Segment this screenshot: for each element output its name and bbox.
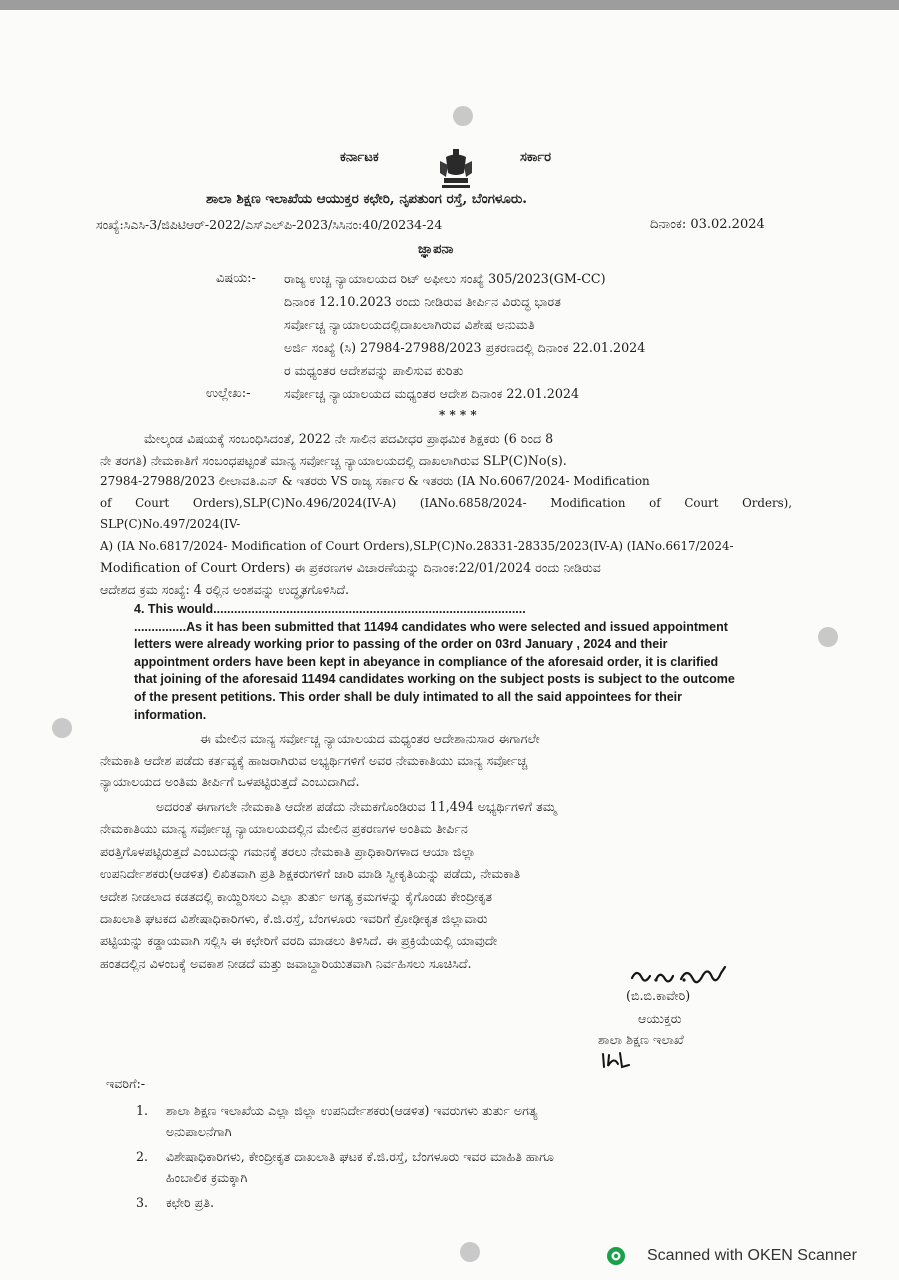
notice-title: ಜ್ಞಾಪನಾ <box>418 242 454 257</box>
recipients-label: ಇವರಿಗೆ:- <box>106 1076 146 1091</box>
header-right-word: ಸರ್ಕಾರ <box>520 150 551 165</box>
subject-line-4: ಅರ್ಜಿ ಸಂಖ್ಯೆ (ಸಿ) 27984-27988/2023 ಪ್ರಕರಣದಲ್ಲಿ ದಿನಾಂಕ 22.01.2024 <box>284 340 646 355</box>
recipient-text: ವಿಶೇಷಾಧಿಕಾರಿಗಳು, ಕೇಂದ್ರೀಕೃತ ದಾಖಲಾತಿ ಘಟಕ ಕೆ.ಜಿ.ರಸ್ತೆ, ಬೆಂಗಳೂರು ಇವರ ಮಾಹಿತಿ ಹಾಗೂ <box>166 1149 554 1164</box>
quote-line: 4. This would.......................................................................................... <box>134 602 526 616</box>
subject-line-3: ಸರ್ವೋಚ್ಚ ನ್ಯಾಯಾಲಯದಲ್ಲಿದಾಖಲಾಗಿರುವ ವಿಶೇಷ ಅನುಮತಿ <box>284 317 535 332</box>
para2-line: ನೇಮಕಾತಿ ಆದೇಶ ಪಡೆದು ಕರ್ತವ್ಯಕ್ಕೆ ಹಾಜರಾಗಿರುವ ಅಭ್ಯರ್ಥಿಗಳಿಗೆ ಅವರ ನೇಮಕಾತಿಯು ಮಾನ್ಯ ಸರ್ವೋಚ್ಚ <box>100 752 528 768</box>
court-order-quote <box>134 601 764 724</box>
quote-line: that joining of the aforesaid 11494 candidates working on the subject posts is subject to the outcome <box>134 672 735 687</box>
recipient-number: 3. <box>136 1195 149 1210</box>
header-left-word: ಕರ್ನಾಟಕ <box>340 150 379 165</box>
punch-hole-top <box>453 106 473 126</box>
separator-stars: * * * * <box>439 408 477 422</box>
signatory-designation: ಆಯುಕ್ತರು <box>638 1011 682 1026</box>
para1-line: ಆದೇಶದ ಕ್ರಮ ಸಂಖ್ಯೆ: 4 ರಲ್ಲಿನ ಅಂಶವನ್ನು ಉದ್ಧೃತಗೊಳಿಸಿದೆ. <box>100 581 350 597</box>
para3-line: ನೇಮಕಾತಿಯು ಮಾನ್ಯ ಸರ್ವೋಚ್ಚ ನ್ಯಾಯಾಲಯದಲ್ಲಿನ ಮೇಲಿನ ಪ್ರಕರಣಗಳ ಅಂತಿಮ ತೀರ್ಪಿನ <box>100 821 468 837</box>
reference-number: ಸಂಖ್ಯೆ:ಸಿಎಸಿ-3/ಜಿಪಿಟಿಆರ್-2022/ಎಸ್ಎಲ್‌ಪಿ-2023/ಸಿಸಿನಂ:40/20234-24 <box>96 217 443 232</box>
para3-line: ಪರತ್ತಿಗೊಳಪಟ್ಟಿರುತ್ತದೆ ಎಂಬುದನ್ನು ಗಮನಕ್ಕೆ ತರಲು ನೇಮಕಾತಿ ಪ್ರಾಧಿಕಾರಿಗಳಾದ ಆಯಾ ಜಿಲ್ಲಾ <box>100 843 476 859</box>
para1-line: 27984-27988/2023 ಲೀಲಾವತಿ.ಎನ್ & ಇತರರು VS ರಾಜ್ಯ ಸರ್ಕಾರ & ಇತರರು (IA No.6067/2024- Modification <box>100 474 650 488</box>
signature-scribble <box>628 962 743 988</box>
scanner-watermark <box>606 1244 857 1268</box>
body-paragraph-3 <box>100 796 792 975</box>
subject-line-2: ದಿನಾಂಕ 12.10.2023 ರಂದು ನೀಡಿರುವ ತೀರ್ಪಿನ ವಿರುದ್ಧ ಭಾರತ <box>284 294 561 309</box>
para3-line: ಹಂತದಲ್ಲಿನ ವಿಳಂಬಕ್ಕೆ ಅವಕಾಶ ನೀಡದೆ ಮತ್ತು ಜವಾಬ್ದಾರಿಯುತವಾಗಿ ನಿರ್ವಹಿಸಲು ಸೂಚಿಸಿದೆ. <box>100 955 472 971</box>
scan-top-edge <box>0 0 899 10</box>
para3-line: ಪಟ್ಟಿಯನ್ನು ಕಡ್ಡಾಯವಾಗಿ ಸಲ್ಲಿಸಿ ಈ ಕಛೇರಿಗೆ ವರದಿ ಮಾಡಲು ತಿಳಿಸಿದೆ. ಈ ಪ್ರಕ್ರಿಯೆಯಲ್ಲಿ ಯಾವುದೇ <box>100 933 498 949</box>
recipients-list <box>136 1100 796 1213</box>
signatory-department: ಶಾಲಾ ಶಿಕ್ಷಣ ಇಲಾಖೆ <box>598 1032 684 1047</box>
body-paragraph-2 <box>100 728 792 793</box>
quote-line: of the present petitions. This order shall be duly intimated to all the said appointees for their <box>134 689 682 704</box>
para3-line: ಆದೇಶ ನೀಡಲಾದ ಕಡತದಲ್ಲಿ ಕಾಯ್ದಿರಿಸಲು ಎಲ್ಲಾ ತುರ್ತು ಅಗತ್ಯ ಕ್ರಮಗಳನ್ನು ಕೈಗೊಂಡು ಕೇಂದ್ರೀಕೃತ <box>100 888 493 904</box>
para2-line: ಈ ಮೇಲಿನ ಮಾನ್ಯ ಸರ್ವೋಚ್ಚ ನ್ಯಾಯಾಲಯದ ಮಧ್ಯಂತರ ಆದೇಶಾನುಸಾರ ಈಗಾಗಲೇ <box>200 731 540 746</box>
para1-line: A) (IA No.6817/2024- Modification of Court Orders),SLP(C)No.28331-28335/2023(IV-A) (IANo.6617/2024- <box>100 538 734 553</box>
recipient-item <box>136 1146 796 1188</box>
reference-label: ಉಲ್ಲೇಖ:- <box>206 386 251 401</box>
punch-hole-left <box>52 718 72 738</box>
quote-line: letters were already working prior to passing of the order on 03rd January , 2024 and their <box>134 637 668 652</box>
recipient-item <box>136 1100 796 1142</box>
quote-line: information. <box>134 707 207 722</box>
signatory-name: (ಬಿ.ಬಿ.ಕಾವೇರಿ) <box>626 988 691 1003</box>
para1-line: Modification of Court Orders) ಈ ಪ್ರಕರಣಗಳ ವಿಚಾರಣೆಯನ್ನು ದಿನಾಂಕ:22/01/2024 ರಂದು ನೀಡಿರುವ <box>100 560 601 575</box>
subject-line-5: ರ ಮಧ್ಯಂತರ ಆದೇಶವನ್ನು ಪಾಲಿಸುವ ಕುರಿತು <box>284 363 464 378</box>
state-emblem-icon <box>436 147 476 193</box>
quote-line: ...............As it has been submitted that 11494 candidates who were selected and issued appointment <box>134 619 728 634</box>
para1-line: ಮೇಲ್ಕಂಡ ವಿಷಯಕ್ಕೆ ಸಂಬಂಧಿಸಿದಂತೆ, 2022 ನೇ ಸಾಲಿನ ಪದವೀಧರ ಪ್ರಾಥಮಿಕ ಶಿಕ್ಷಕರು (6 ರಿಂದ 8 <box>144 431 554 446</box>
quote-line: appointment orders have been kept in abeyance in compliance of the aforesaid order, it is clarified <box>134 654 719 669</box>
para1-line: of Court Orders),SLP(C)No.496/2024(IV-A) (IANo.6858/2024- Modification of Court Orders), SLP(C)No.497/2024(IV- <box>100 495 792 531</box>
para3-line: ದಾಖಲಾತಿ ಘಟಕದ ವಿಶೇಷಾಧಿಕಾರಿಗಳು, ಕೆ.ಜಿ.ರಸ್ತೆ, ಬೆಂಗಳೂರು ಇವರಿಗೆ ಕ್ರೋಢೀಕೃತ ಜಿಲ್ಲಾವಾರು <box>100 911 488 927</box>
recipient-text: ಅನುಪಾಲನೆಗಾಗಿ <box>166 1124 232 1139</box>
para3-line: ಅದರಂತೆ ಈಗಾಗಲೇ ನೇಮಕಾತಿ ಆದೇಶ ಪಡೆದು ನೇಮಕಗೊಂಡಿರುವ 11,494 ಅಭ್ಯರ್ಥಿಗಳಿಗೆ ತಮ್ಮ <box>156 799 557 814</box>
oken-scanner-logo-icon <box>606 1246 626 1266</box>
recipient-number: 2. <box>136 1149 149 1164</box>
subject-line-1: ರಾಜ್ಯ ಉಚ್ಚ ನ್ಯಾಯಾಲಯದ ರಿಟ್ ಅಫೀಲು ಸಂಖ್ಯೆ 305/2023(GM-CC) <box>284 271 606 286</box>
subject-label: ವಿಷಯ:- <box>216 271 256 286</box>
para2-line: ನ್ಯಾಯಾಲಯದ ಅಂತಿಮ ತೀರ್ಪಿಗೆ ಒಳಪಟ್ಟಿರುತ್ತದೆ ಎಂಬುದಾಗಿದೆ. <box>100 774 360 789</box>
office-address: ಶಾಲಾ ಶಿಕ್ಷಣ ಇಲಾಖೆಯ ಆಯುಕ್ತರ ಕಛೇರಿ, ನೃಪತುಂಗ ರಸ್ತೆ, ಬೆಂಗಳೂರು. <box>206 191 528 207</box>
document-date: ದಿನಾಂಕ: 03.02.2024 <box>650 217 765 232</box>
para3-line: ಉಪನಿರ್ದೇಶಕರು(ಆಡಳಿತ) ಲಿಖಿತವಾಗಿ ಪ್ರತಿ ಶಿಕ್ಷಕರುಗಳಿಗೆ ಜಾರಿ ಮಾಡಿ ಸ್ವೀಕೃತಿಯನ್ನು ಪಡೆದು, ನೇಮಕಾತಿ <box>100 866 521 882</box>
para1-line: ನೇ ತರಗತಿ) ನೇಮಕಾತಿಗೆ ಸಂಬಂಧಪಟ್ಟಂತೆ ಮಾನ್ಯ ಸರ್ವೋಚ್ಚ ನ್ಯಾಯಾಲಯದಲ್ಲಿ ದಾಖಲಾಗಿರುವ SLP(C)No(s). <box>100 452 567 468</box>
recipient-number: 1. <box>136 1103 149 1118</box>
body-paragraph-1 <box>100 428 792 600</box>
scanner-text: Scanned with OKEN Scanner <box>647 1247 857 1264</box>
recipient-item <box>136 1192 796 1213</box>
recipient-text: ಶಾಲಾ ಶಿಕ್ಷಣ ಇಲಾಖೆಯ ಎಲ್ಲಾ ಜಿಲ್ಲಾ ಉಪನಿರ್ದೇಶಕರು(ಆಡಳಿತ) ಇವರುಗಳು ತುರ್ತು ಅಗತ್ಯ <box>166 1103 538 1118</box>
recipient-text: ಕಛೇರಿ ಪ್ರತಿ. <box>166 1195 214 1210</box>
recipient-text: ಹಿಂಬಾಲಿಕ ಕ್ರಮಕ್ಕಾಗಿ <box>166 1170 248 1185</box>
punch-hole-bottom <box>460 1242 480 1262</box>
reference-text: ಸರ್ವೋಚ್ಚ ನ್ಯಾಯಾಲಯದ ಮಧ್ಯಂತರ ಆದೇಶ ದಿನಾಂಕ 22.01.2024 <box>284 386 580 401</box>
initials-mark <box>600 1050 632 1070</box>
document-page <box>0 10 899 1280</box>
punch-hole-right <box>818 627 838 647</box>
